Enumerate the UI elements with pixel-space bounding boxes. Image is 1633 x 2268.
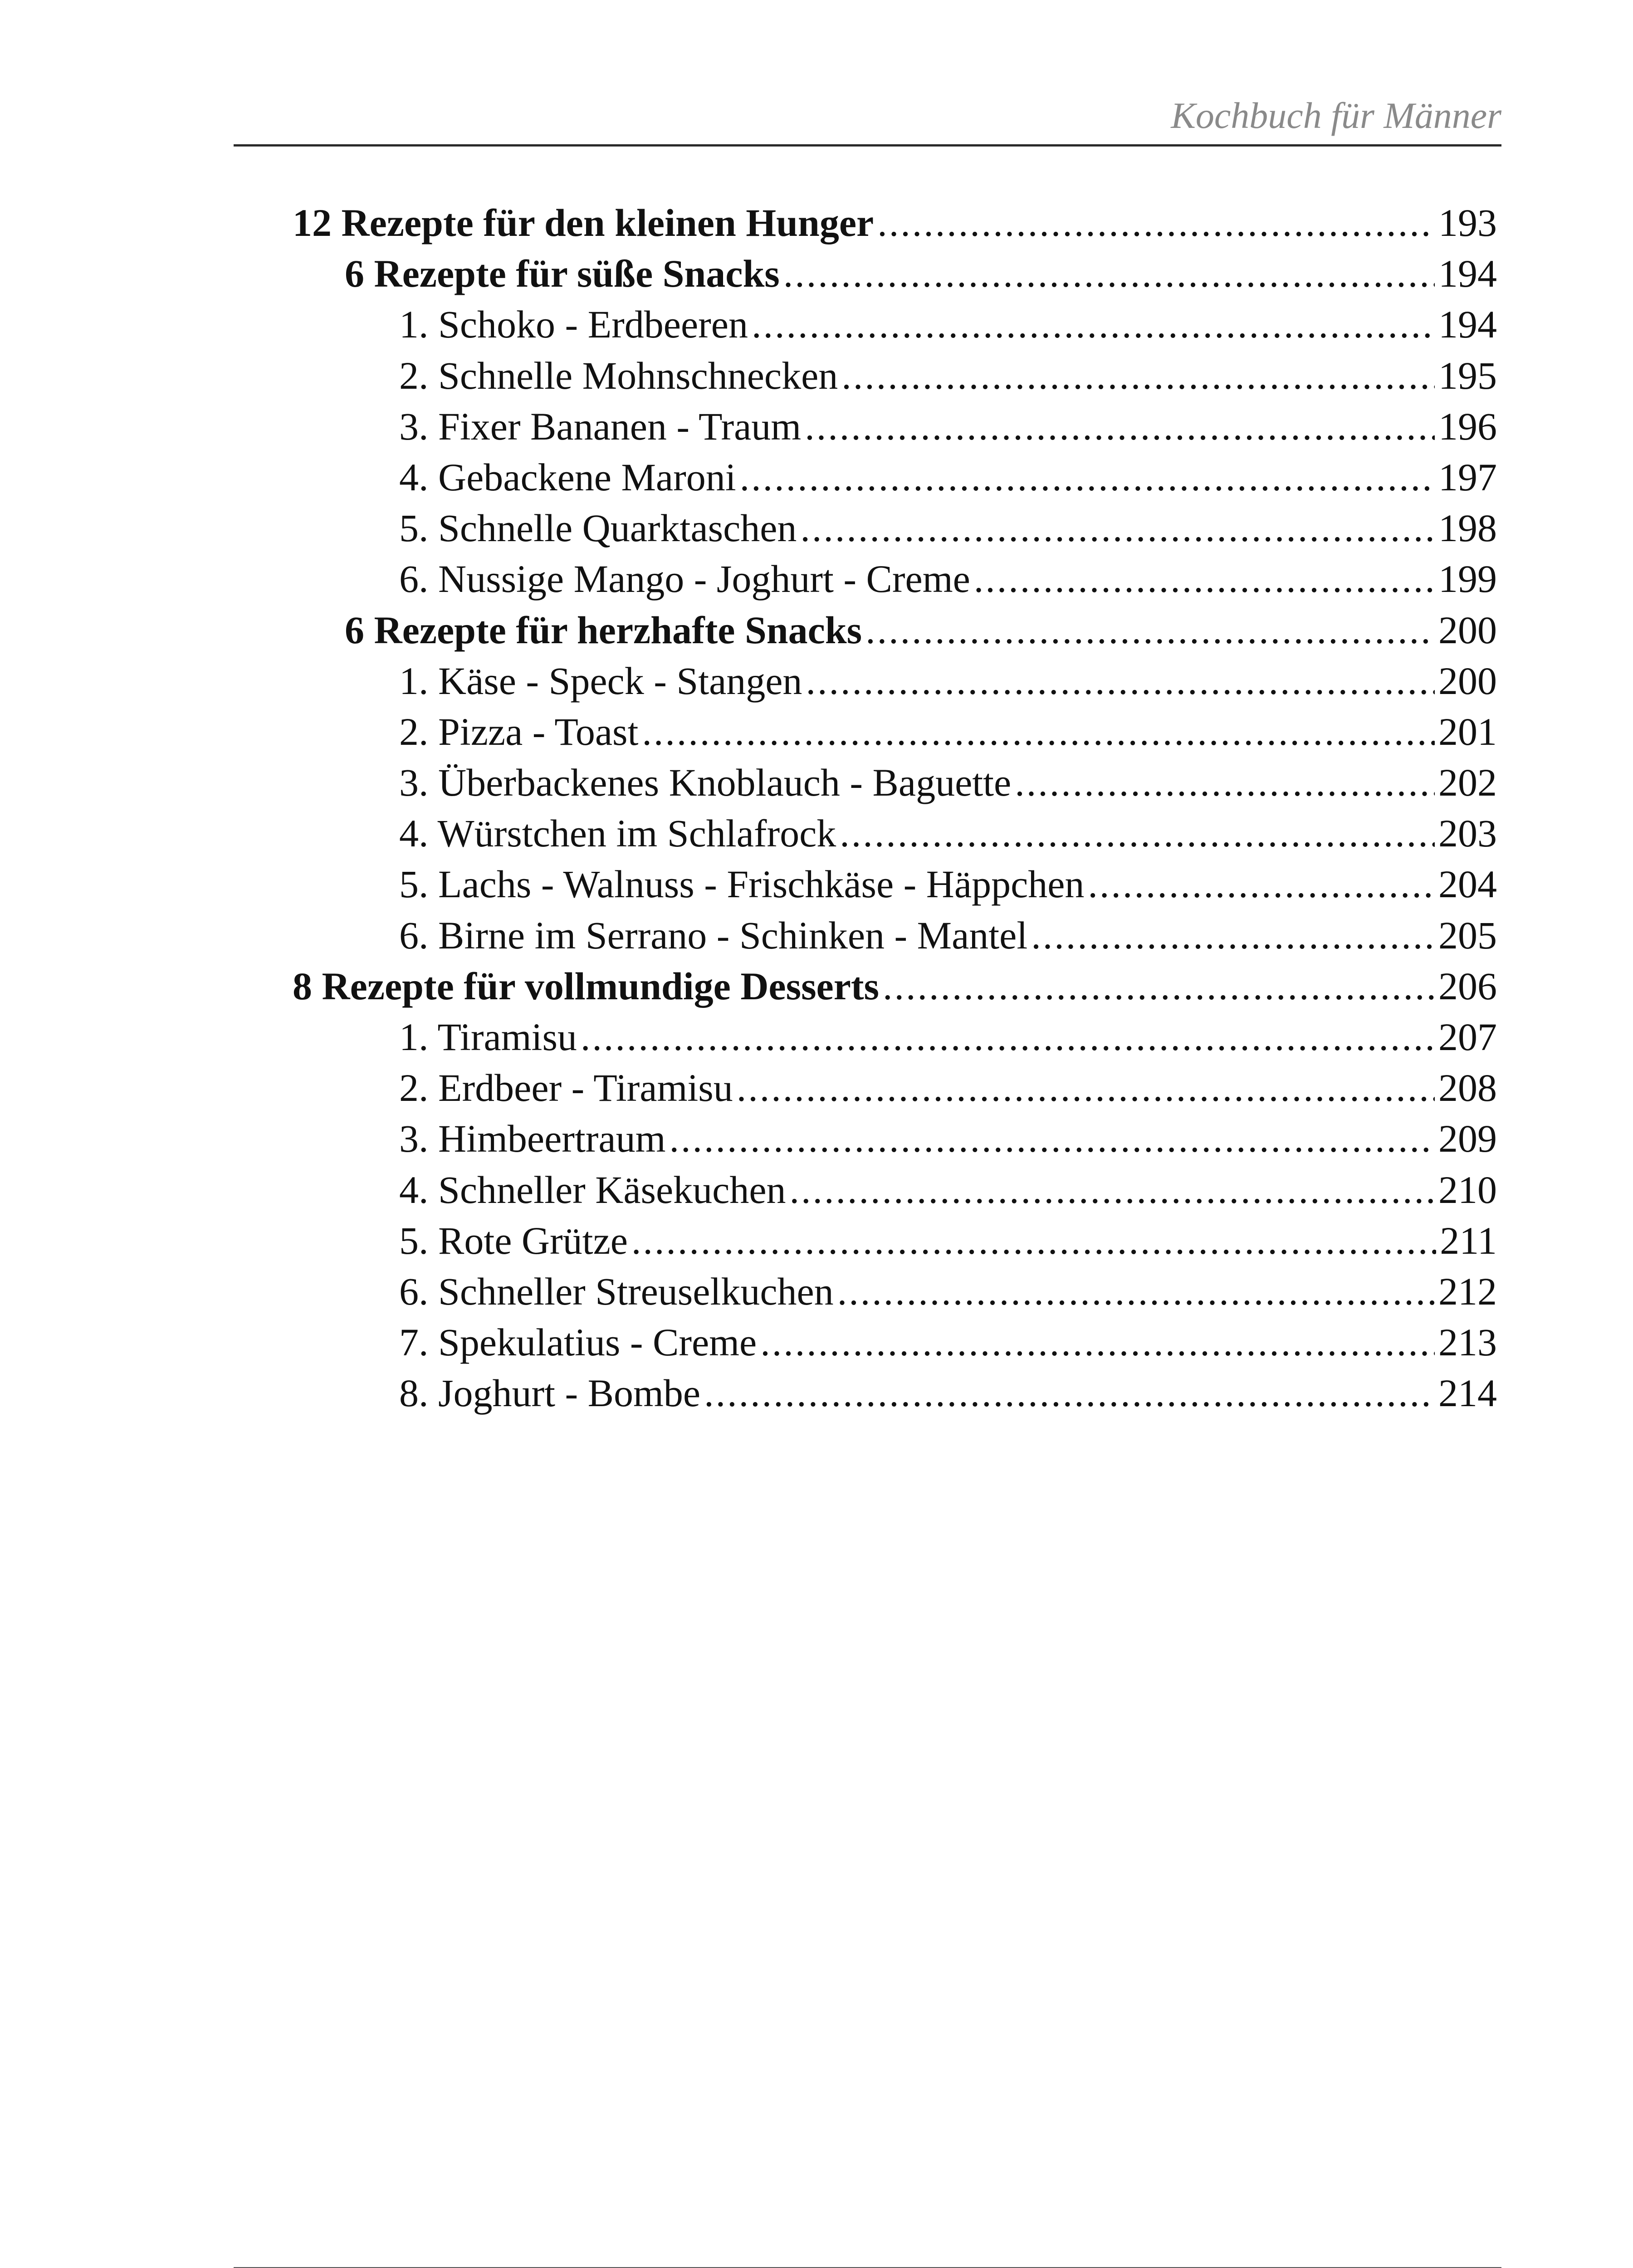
- toc-page-number: 201: [1438, 709, 1497, 753]
- toc-dot-leader: [877, 197, 1435, 248]
- toc-entry-title: 8. Joghurt - Bombe: [399, 1371, 701, 1415]
- toc-entry-title: 3. Fixer Bananen - Traum: [399, 404, 802, 448]
- toc-entry-title: 5. Schnelle Quarktaschen: [399, 506, 797, 550]
- toc-entry-title: 6. Schneller Streuselkuchen: [399, 1269, 834, 1313]
- toc-page-number: 196: [1438, 404, 1497, 448]
- toc-recipe-entry[interactable]: [293, 808, 1497, 859]
- toc-dot-leader: [1015, 757, 1435, 808]
- toc-dot-leader: [752, 299, 1435, 350]
- toc-recipe-entry[interactable]: [293, 1317, 1497, 1368]
- table-of-contents: [293, 197, 1497, 1419]
- toc-entry-title: 6. Nussige Mango - Joghurt - Creme: [399, 557, 970, 601]
- toc-entry-title: 1. Tiramisu: [399, 1015, 577, 1059]
- toc-page-number: 202: [1438, 761, 1497, 805]
- toc-recipe-entry[interactable]: [293, 859, 1497, 909]
- toc-dot-leader: [840, 808, 1435, 859]
- toc-section-entry[interactable]: [293, 248, 1497, 299]
- toc-entry-title: 4. Schneller Käsekuchen: [399, 1168, 786, 1212]
- toc-recipe-entry[interactable]: [293, 503, 1497, 553]
- toc-recipe-entry[interactable]: [293, 401, 1497, 452]
- toc-dot-leader: [806, 655, 1435, 706]
- toc-entry-title: 2. Pizza - Toast: [399, 709, 639, 753]
- toc-entry-title: 1. Schoko - Erdbeeren: [399, 303, 748, 347]
- toc-page-number: 199: [1438, 557, 1497, 601]
- toc-page-number: 211: [1440, 1218, 1497, 1262]
- toc-recipe-entry[interactable]: [293, 350, 1497, 401]
- toc-dot-leader: [865, 605, 1435, 655]
- toc-page-number: 203: [1438, 811, 1497, 855]
- toc-dot-leader: [1088, 859, 1435, 909]
- toc-entry-title: 2. Erdbeer - Tiramisu: [399, 1066, 733, 1110]
- toc-entry-title: 6. Birne im Serrano - Schinken - Mantel: [399, 913, 1028, 957]
- toc-dot-leader: [790, 1164, 1435, 1215]
- toc-page-number: 200: [1438, 608, 1497, 652]
- toc-entry-title: 2. Schnelle Mohnschnecken: [399, 353, 838, 397]
- toc-entry-title: 3. Überbackenes Knoblauch - Baguette: [399, 761, 1012, 805]
- toc-page-number: 214: [1438, 1371, 1497, 1415]
- toc-page-number: 205: [1438, 913, 1497, 957]
- toc-entry-title: 6 Rezepte für süße Snacks: [345, 252, 780, 296]
- toc-entry-title: 5. Lachs - Walnuss - Frischkäse - Häppchen: [399, 862, 1085, 906]
- header-divider: [234, 144, 1501, 147]
- toc-dot-leader: [581, 1012, 1435, 1062]
- toc-recipe-entry[interactable]: [293, 910, 1497, 961]
- toc-dot-leader: [800, 503, 1435, 553]
- toc-page-number: 200: [1438, 659, 1497, 703]
- toc-page-number: 209: [1438, 1117, 1497, 1161]
- toc-recipe-entry[interactable]: [293, 452, 1497, 503]
- toc-dot-leader: [737, 1062, 1435, 1113]
- toc-recipe-entry[interactable]: [293, 1215, 1497, 1266]
- toc-recipe-entry[interactable]: [293, 1266, 1497, 1317]
- toc-page-number: 193: [1438, 201, 1497, 244]
- toc-page-number: 198: [1438, 506, 1497, 550]
- toc-recipe-entry[interactable]: [293, 655, 1497, 706]
- toc-entry-title: 7. Spekulatius - Creme: [399, 1320, 757, 1364]
- toc-page-number: 206: [1438, 964, 1497, 1008]
- toc-recipe-entry[interactable]: [293, 553, 1497, 604]
- toc-entry-title: 8 Rezepte für vollmundige Desserts: [293, 964, 879, 1008]
- toc-entry-title: 12 Rezepte für den kleinen Hunger: [293, 201, 874, 244]
- toc-recipe-entry[interactable]: [293, 1368, 1497, 1418]
- toc-dot-leader: [883, 961, 1435, 1012]
- toc-dot-leader: [805, 401, 1435, 452]
- toc-page-number: 195: [1438, 353, 1497, 397]
- toc-entry-title: 4. Würstchen im Schlafrock: [399, 811, 836, 855]
- toc-entry-title: 1. Käse - Speck - Stangen: [399, 659, 802, 703]
- toc-section-entry[interactable]: [293, 605, 1497, 655]
- toc-dot-leader: [837, 1266, 1435, 1317]
- toc-dot-leader: [974, 553, 1435, 604]
- toc-page-number: 204: [1438, 862, 1497, 906]
- toc-chapter-entry[interactable]: [293, 197, 1497, 248]
- running-header-book-title: Kochbuch für Männer: [1171, 95, 1501, 136]
- toc-page-number: 212: [1438, 1269, 1497, 1313]
- toc-dot-leader: [841, 350, 1435, 401]
- toc-page-number: 207: [1438, 1015, 1497, 1059]
- toc-entry-title: 6 Rezepte für herzhafte Snacks: [345, 608, 862, 652]
- toc-dot-leader: [704, 1368, 1435, 1418]
- toc-dot-leader: [783, 248, 1435, 299]
- toc-page-number: 213: [1438, 1320, 1497, 1364]
- toc-dot-leader: [1031, 910, 1435, 961]
- toc-page-number: 197: [1438, 455, 1497, 499]
- toc-recipe-entry[interactable]: [293, 299, 1497, 350]
- toc-dot-leader: [669, 1113, 1435, 1164]
- toc-entry-title: 5. Rote Grütze: [399, 1218, 628, 1262]
- toc-page-number: 194: [1438, 303, 1497, 347]
- toc-entry-title: 3. Himbeertraum: [399, 1117, 666, 1161]
- toc-recipe-entry[interactable]: [293, 706, 1497, 757]
- toc-page-number: 210: [1438, 1168, 1497, 1212]
- toc-dot-leader: [740, 452, 1435, 503]
- toc-dot-leader: [631, 1215, 1436, 1266]
- toc-page-number: 194: [1438, 252, 1497, 296]
- toc-recipe-entry[interactable]: [293, 1012, 1497, 1062]
- toc-entry-title: 4. Gebackene Maroni: [399, 455, 736, 499]
- toc-dot-leader: [760, 1317, 1435, 1368]
- toc-page-number: 208: [1438, 1066, 1497, 1110]
- toc-recipe-entry[interactable]: [293, 1062, 1497, 1113]
- toc-recipe-entry[interactable]: [293, 1164, 1497, 1215]
- toc-chapter-entry[interactable]: [293, 961, 1497, 1012]
- toc-recipe-entry[interactable]: [293, 1113, 1497, 1164]
- toc-dot-leader: [642, 706, 1435, 757]
- toc-recipe-entry[interactable]: [293, 757, 1497, 808]
